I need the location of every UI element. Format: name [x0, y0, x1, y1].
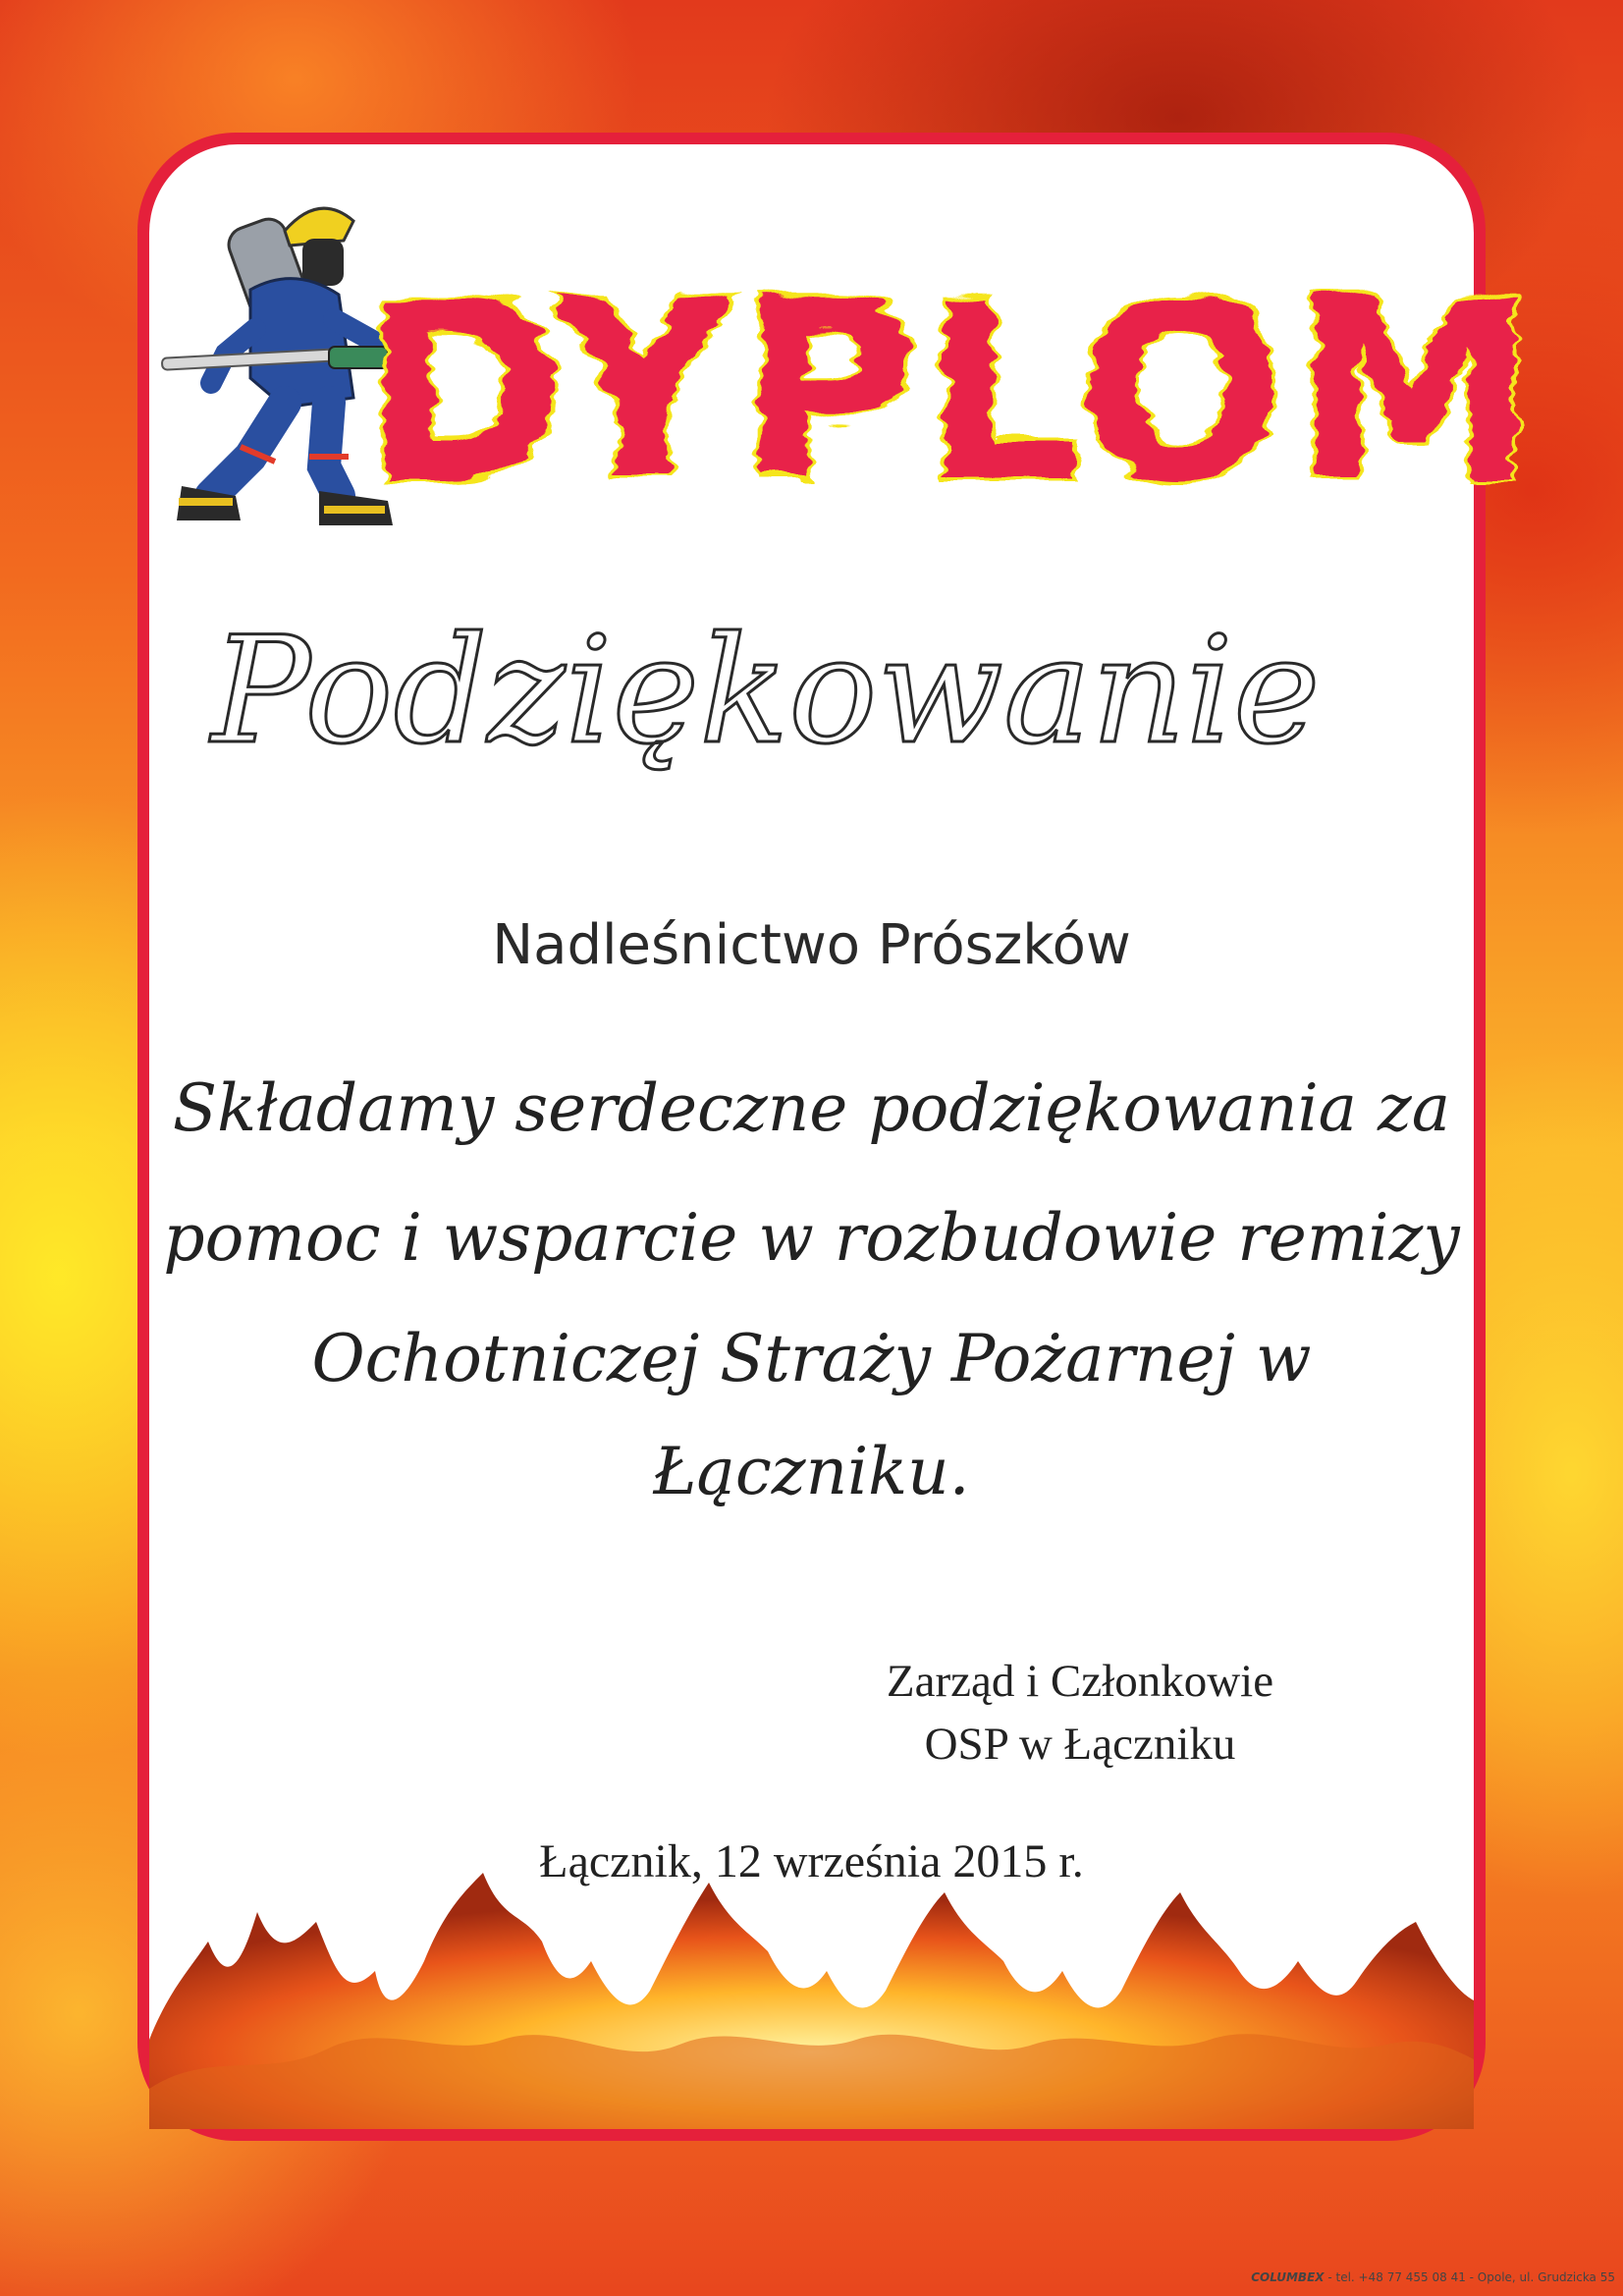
printer-brand: COLUMBEX [1251, 2270, 1325, 2284]
printer-mark [1251, 2270, 1615, 2284]
svg-text:DYPLOM: DYPLOM [362, 248, 1542, 534]
signature-line-1: Zarząd i Członkowie [886, 1656, 1274, 1707]
body-line-3: Ochotniczej Straży Pożarnej w [311, 1321, 1312, 1396]
diploma-title [362, 226, 1542, 540]
printer-details: - tel. +48 77 455 08 41 - Opole, ul. Grudzicka 55 [1327, 2270, 1615, 2284]
signature-block [766, 1650, 1394, 1776]
body-line-1: Składamy serdeczne podziękowania za [172, 1070, 1451, 1146]
recipient-name: Nadleśnictwo Prószków [492, 913, 1131, 977]
body-line-2: pomoc i wsparcie w rozbudowie remizy [163, 1200, 1460, 1276]
flames-decoration [149, 1853, 1474, 2129]
svg-text:Podziękowanie: Podziękowanie [211, 606, 1321, 777]
date-line: Łącznik, 12 września 2015 r. [539, 1835, 1084, 1887]
signature-line-2: OSP w Łączniku [924, 1719, 1236, 1770]
subtitle-heading [211, 579, 1321, 795]
body-line-4: Łączniku. [653, 1434, 970, 1509]
